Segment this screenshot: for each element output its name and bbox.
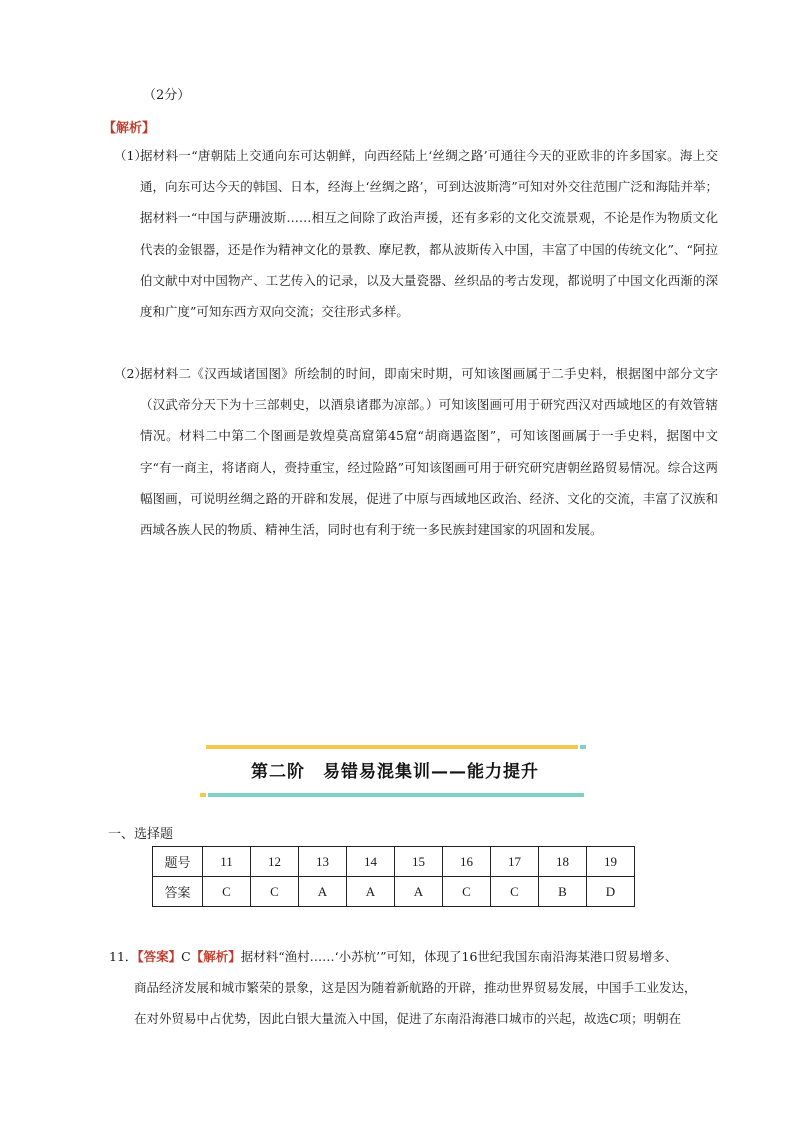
question-number: 15 <box>395 847 443 877</box>
section-banner <box>200 745 590 800</box>
question-number: 12 <box>251 847 299 877</box>
part-1-number: （1） <box>114 148 147 163</box>
part-2-number: （2） <box>114 366 147 381</box>
table-row-numbers <box>153 847 635 877</box>
q11-line-2: 商品经济发展和城市繁荣的景象，这是因为随着新航路的开辟，推动世界贸易发展，中国手工业发达， <box>134 980 697 996</box>
q11-line-1: 据材料“渔村……‘小苏杭’”可知，体现了16世纪我国东南沿海某港口贸易增多、 <box>240 949 678 964</box>
banner-title: 第二阶 易错易混集训——能力提升 <box>251 762 539 782</box>
banner-bottom-bar <box>208 793 584 797</box>
answer-cell: B <box>539 877 587 907</box>
question-number: 19 <box>587 847 635 877</box>
row-label-answer: 答案 <box>153 877 203 907</box>
question-11-explanation <box>109 941 729 1035</box>
q11-number: 11． <box>109 949 138 964</box>
part-2-text: 据材料二《汉西域诸国图》所绘制的时间，即南宋时期，可知该图画属于二手史料，根据图中部分文字（汉武帝分天下为十三部刺史，以酒泉诸郡为凉部。）可知该图画可用于研究西汉对西域地区的有效管辖情况。材料二中第二个图画是敦煌莫高窟第45窟“胡商遇盗图”，可知该图画属于一手史料，据图中文字“有一商主，将诸商人，赍持重宝，经过险路”可知该图画可用于研究研究唐朝丝路贸易情况。综合这两幅图画，可说明丝绸之路的开辟和发展，促进了中原与西域地区政治、经济、文化的交流，丰富了汉族和西域各族人民的物质、精神生活，同时也有利于统一多民族封建国家的巩固和发展。 <box>140 366 718 538</box>
part-1-text: 据材料一“唐朝陆上交通向东可达朝鲜，向西经陆上‘丝绸之路’可通往今天的亚欧非的许多国家。海上交通，向东可达今天的韩国、日本，经海上‘丝绸之路’，可到达波斯湾”可知对外交往范围广泛和海陆并举；据材料一“中国与萨珊波斯……相互之间除了政治声援，还有多彩的文化交流景观，不论是作为物质文化代表的金银器，还是作为精神文化的景教、摩尼教，都从波斯传入中国，丰富了中国的传统文化”、“阿拉伯文献中对中国物产、工艺传入的记录，以及大量瓷器、丝织品的考古发现，都说明了中国文化西渐的深度和广度”可知东西方双向交流；交往形式多样。 <box>140 148 718 320</box>
question-number: 16 <box>443 847 491 877</box>
banner-top-accent <box>580 745 586 749</box>
q11-analysis-tag: 【解析】 <box>190 949 241 964</box>
analysis-part-2 <box>114 358 718 545</box>
question-number: 17 <box>491 847 539 877</box>
analysis-tag: 【解析】 <box>103 121 156 136</box>
answer-cell: C <box>251 877 299 907</box>
question-number: 14 <box>347 847 395 877</box>
answer-table <box>152 846 635 907</box>
answer-cell: A <box>299 877 347 907</box>
question-number: 13 <box>299 847 347 877</box>
answer-cell: A <box>347 877 395 907</box>
table-row-answers <box>153 877 635 907</box>
q11-answer: C <box>181 949 191 964</box>
answer-cell: C <box>443 877 491 907</box>
answer-cell: C <box>203 877 251 907</box>
row-label-number: 题号 <box>153 847 203 877</box>
analysis-part-1 <box>114 140 718 327</box>
banner-bottom-accent <box>200 793 206 797</box>
section-heading: 一、选择题 <box>108 827 174 842</box>
answer-cell: C <box>491 877 539 907</box>
answer-cell: A <box>395 877 443 907</box>
q11-answer-tag: 【答案】 <box>137 949 182 964</box>
question-number: 11 <box>203 847 251 877</box>
score-note: （2分） <box>143 88 191 103</box>
q11-line-3: 在对外贸易中占优势，因此白银大量流入中国，促进了东南沿海港口城市的兴起，故选C项；明朝在 <box>134 1011 682 1027</box>
banner-top-bar <box>206 745 578 749</box>
question-number: 18 <box>539 847 587 877</box>
answer-cell: D <box>587 877 635 907</box>
